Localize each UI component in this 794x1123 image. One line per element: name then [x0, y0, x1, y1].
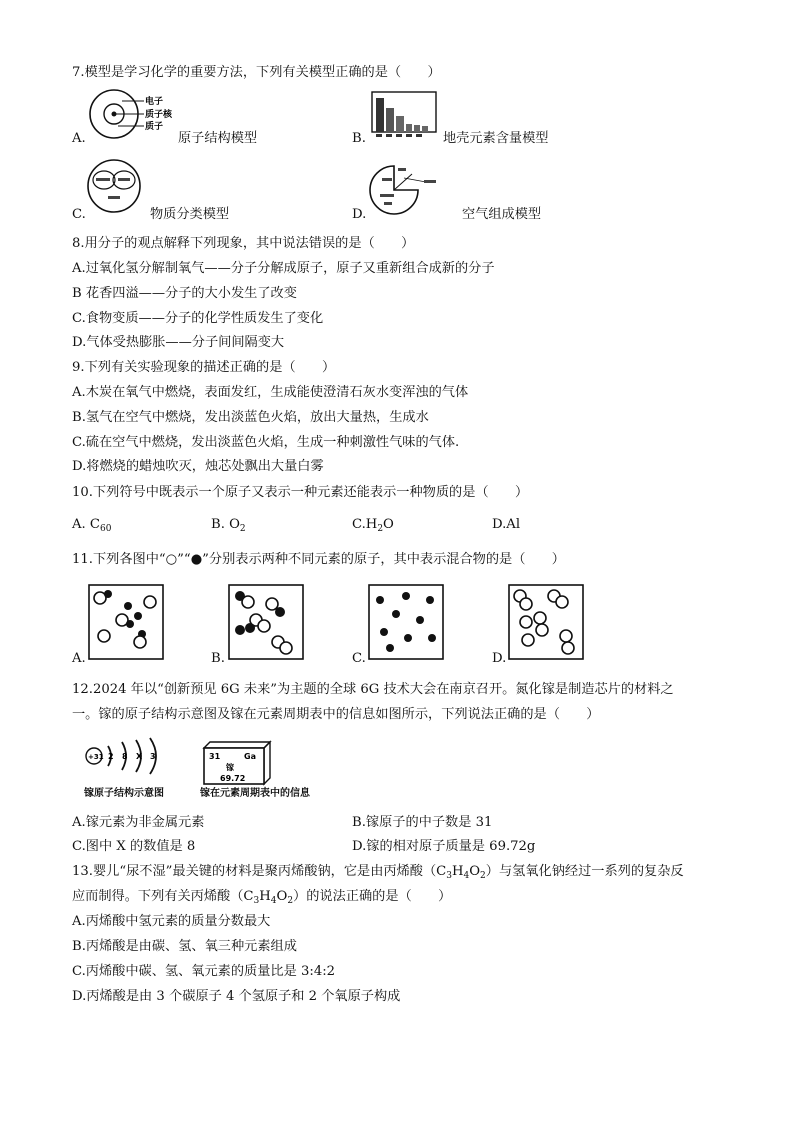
q8-option-b: B 花香四溢——分子的大小发生了改变	[72, 286, 297, 301]
q7-option-a-letter: A.	[72, 131, 86, 146]
q12-option-a: A.镓元素为非金属元素	[72, 815, 205, 830]
q8-option-d: D.气体受热膨胀——分子间间隔变大	[72, 335, 285, 350]
q13-line-1: 13.婴儿“尿不湿”最关键的材料是聚丙烯酸钠，它是由丙烯酸$(C_3H_4O_2)$与氢氧化钠经过一系列的复杂反	[72, 864, 684, 881]
q7-option-d-caption: 空气组成模型	[462, 207, 542, 222]
atom-label-proton: 质子	[145, 122, 164, 132]
q7-option-c-letter: C.	[72, 207, 86, 222]
svg-text:2: 2	[108, 752, 114, 761]
q13-option-c: C.丙烯酸中碳、氢、氧元素的质量比是 3:4:2	[72, 964, 336, 979]
q12-option-d: D.镓的相对原子质量是 69.72g	[352, 839, 536, 854]
q7-option-a-caption: 原子结构模型	[178, 131, 258, 146]
q11-option-d: D.	[492, 651, 507, 666]
atom-label-electron: 电子	[145, 97, 164, 107]
q12-option-c: C.图中 X 的数值是 8	[72, 839, 196, 854]
particle-box-a	[88, 584, 164, 660]
q10-option-c: $C.H_2O$	[352, 517, 394, 534]
q10-option-d: D.Al	[492, 517, 521, 532]
gallium-atomic-number: 31	[209, 752, 221, 761]
q12-figure-2-caption: 镓在元素周期表中的信息	[200, 788, 310, 799]
svg-text:3: 3	[150, 752, 156, 761]
svg-text:8: 8	[122, 752, 128, 761]
q12-line-1: 12.2024 年以“创新预见 6G 未来”为主题的全球 6G 技术大会在南京召开。氮化镓是制造芯片的材料之	[72, 682, 674, 697]
particle-box-b	[228, 584, 304, 660]
q10-option-a: A. $C_{60}$	[72, 517, 112, 534]
q13-line-2: 应而制得。下列有关丙烯酸$(C_3H_4O_2)$的说法正确的是（ ）	[72, 889, 452, 906]
gallium-symbol: Ga	[244, 752, 256, 761]
gallium-atom-structure-figure	[82, 736, 182, 778]
air-composition-pie-model-figure	[368, 164, 438, 216]
q10-stem: 10.下列符号中既表示一个原子又表示一种元素还能表示一种物质的是（ ）	[72, 485, 529, 500]
q11-stem: 11.下列各图中“○”“●”分别表示两种不同元素的原子，其中表示混合物的是（ ）	[72, 552, 565, 567]
q13-option-a: A.丙烯酸中氢元素的质量分数最大	[72, 914, 271, 929]
gallium-periodic-table-cell-figure	[200, 740, 290, 784]
q12-figure-1-caption: 镓原子结构示意图	[84, 788, 164, 799]
q11-option-a: A.	[72, 651, 86, 666]
q11-option-c: C.	[352, 651, 366, 666]
svg-text:X: X	[136, 752, 143, 761]
q8-option-a: A.过氧化氢分解制氧气——分子分解成原子，原子又重新组合成新的分子	[72, 261, 495, 276]
q7-stem: 7.模型是学习化学的重要方法，下列有关模型正确的是（ ）	[72, 65, 441, 80]
q9-option-c: C.硫在空气中燃烧，发出淡蓝色火焰，生成一种刺激性气味的气体.	[72, 435, 460, 450]
q7-option-b-letter: B.	[352, 131, 366, 146]
q9-option-a: A.木炭在氧气中燃烧，表面发红，生成能使澄清石灰水变浑浊的气体	[72, 385, 469, 400]
q12-option-b: B.镓原子的中子数是 31	[352, 815, 493, 830]
atom-structure-model-figure	[88, 88, 173, 140]
q8-stem: 8.用分子的观点解释下列现象，其中说法错误的是（ ）	[72, 236, 415, 251]
q9-stem: 9.下列有关实验现象的描述正确的是（ ）	[72, 360, 336, 375]
q9-option-d: D.将燃烧的蜡烛吹灭，烛芯处飘出大量白雾	[72, 459, 324, 474]
q12-line-2: 一。镓的原子结构示意图及镓在元素周期表中的信息如图所示，下列说法正确的是（ ）	[72, 707, 600, 722]
q7-option-b-caption: 地壳元素含量模型	[443, 131, 549, 146]
q10-option-b: B. $O_2$	[211, 517, 246, 534]
q7-option-c-caption: 物质分类模型	[150, 207, 230, 222]
gallium-name: 镓	[226, 763, 234, 772]
q7-option-d-letter: D.	[352, 207, 367, 222]
particle-box-d	[508, 584, 584, 660]
q11-option-b: B.	[211, 651, 225, 666]
q13-option-b: B.丙烯酸是由碳、氢、氧三种元素组成	[72, 939, 297, 954]
q9-option-b: B.氢气在空气中燃烧，发出淡蓝色火焰，放出大量热，生成水	[72, 410, 429, 425]
crust-element-bar-model-figure	[368, 90, 438, 140]
svg-text:+31: +31	[88, 753, 104, 761]
gallium-mass: 69.72	[220, 774, 246, 783]
q13-option-d: D.丙烯酸是由 3 个碳原子 4 个氢原子和 2 个氧原子构成	[72, 989, 401, 1004]
particle-box-c	[368, 584, 444, 660]
atom-label-nucleus: 质子核	[145, 110, 173, 120]
q8-option-c: C.食物变质——分子的化学性质发生了变化	[72, 311, 324, 326]
substance-classification-model-figure	[86, 158, 142, 214]
